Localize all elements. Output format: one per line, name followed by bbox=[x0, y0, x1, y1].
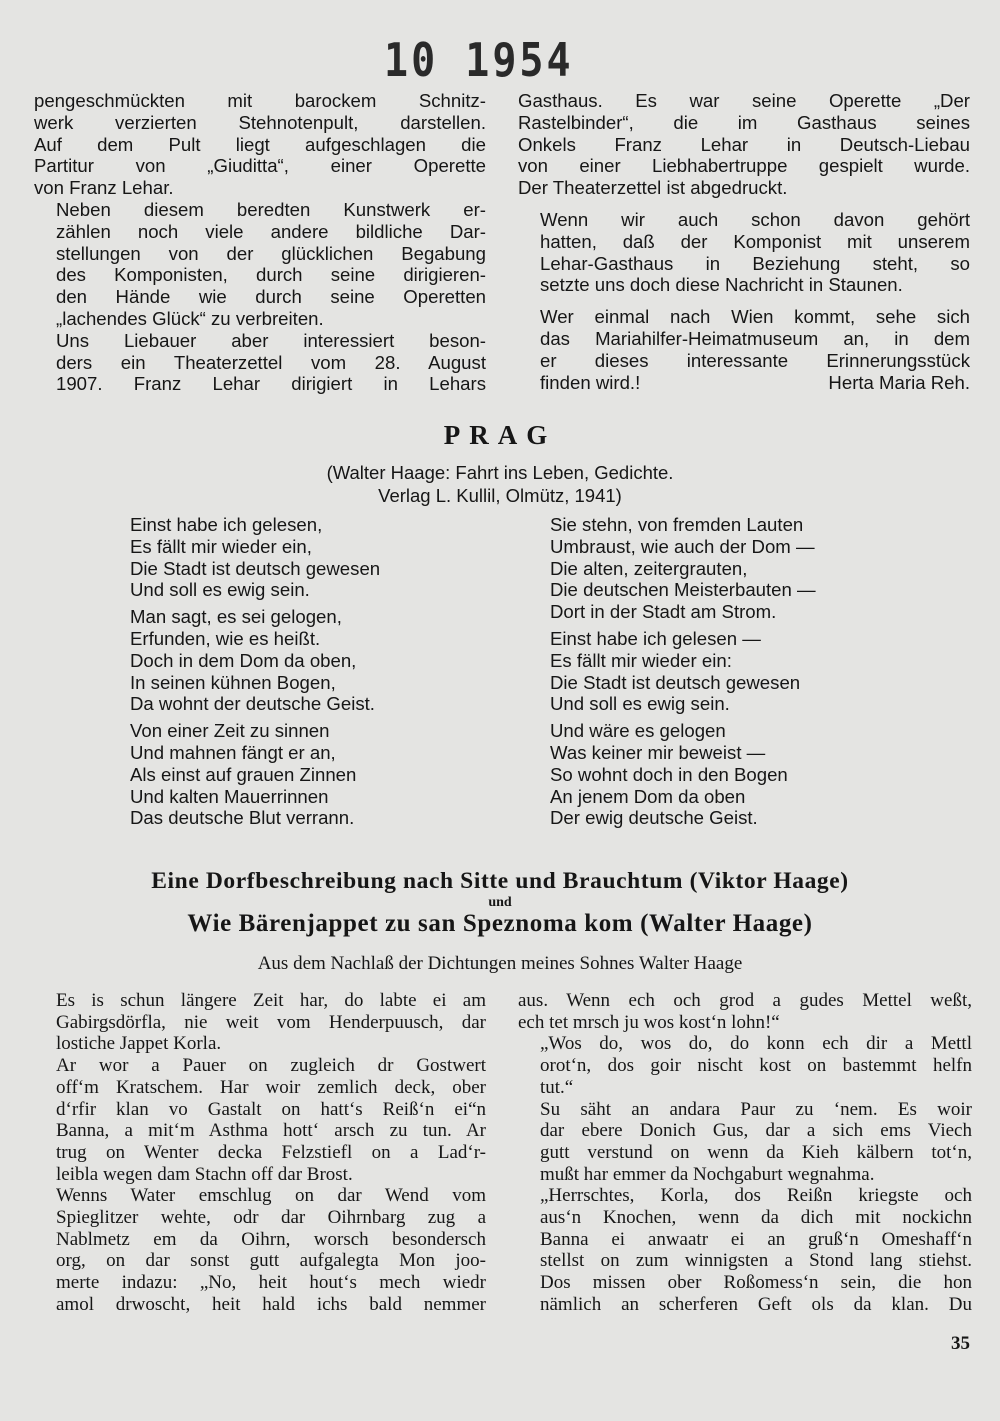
text-line: Gasthaus. Es war seine Operette „Der bbox=[518, 90, 970, 111]
article2-left-column bbox=[34, 990, 486, 1316]
text-line-last: finden wird.! Herta Maria Reh. bbox=[540, 371, 970, 393]
paragraph bbox=[34, 90, 486, 199]
poem-line: Erfunden, wie es heißt. bbox=[130, 627, 321, 649]
text-line-last: tut.“ bbox=[540, 1076, 574, 1098]
paragraph bbox=[518, 90, 970, 199]
text-line: Wer einmal nach Wien kommt, sehe sich bbox=[540, 306, 970, 328]
poem-left-column bbox=[130, 514, 510, 834]
poem-line: Einst habe ich gelesen — bbox=[550, 627, 761, 649]
page-number: 35 bbox=[951, 1333, 970, 1354]
text-line: Uns Liebauer aber interessiert beson- bbox=[56, 329, 486, 351]
poem-line: Die Stadt ist deutsch gewesen bbox=[550, 671, 801, 693]
text-line: dar ebere Donich Gus, dar a sich ems Viech bbox=[540, 1120, 972, 1142]
article2-heading-2: Wie Bärenjappet zu san Speznoma kom (Walter Haage) bbox=[187, 910, 813, 937]
poem-line: Von einer Zeit zu sinnen bbox=[130, 720, 330, 742]
paragraph bbox=[518, 1033, 972, 1098]
text-line: Wenn wir auch schon davon gehört bbox=[540, 208, 970, 230]
paragraph bbox=[518, 990, 972, 1033]
poem-stanza bbox=[130, 514, 510, 601]
text-line: Auf dem Pult liegt aufgeschlagen die bbox=[34, 133, 486, 155]
poem-line: In seinen kühnen Bogen, bbox=[130, 671, 336, 693]
text-line: Partitur von „Giuditta“, einer Operette bbox=[34, 155, 486, 177]
text-line: des Komponisten, durch seine dirigieren- bbox=[56, 264, 486, 286]
poem-line: Was keiner mir beweist — bbox=[550, 741, 766, 763]
poem-line: Die Stadt ist deutsch gewesen bbox=[130, 557, 381, 579]
text-line: „Wos do, wos do, do konn ech dir a Mettl bbox=[540, 1033, 972, 1055]
poem-source-line-1: (Walter Haage: Fahrt ins Leben, Gedichte. bbox=[326, 462, 674, 483]
text-line: Rastelbinder“, die im Gasthaus seines bbox=[518, 111, 970, 133]
poem-title: PRAG bbox=[443, 420, 557, 450]
paragraph bbox=[518, 1099, 972, 1186]
text-line: stellungen von der glücklichen Begabung bbox=[56, 242, 486, 264]
text-line: „Herrschtes, Korla, dos Reißn kriegste och bbox=[540, 1185, 972, 1207]
poem-source-line-2: Verlag L. Kullil, Olmütz, 1941) bbox=[378, 485, 622, 506]
text-line-last: Der Theaterzettel ist abgedruckt. bbox=[518, 177, 788, 199]
text-line: gutt verstund on wenn da Kieh kälbern tot‘n, bbox=[540, 1141, 972, 1163]
paragraph bbox=[518, 209, 970, 296]
text-line: Nablmetz em da Oihrn, worsch besondersch bbox=[56, 1228, 486, 1250]
article2-heading-1: Eine Dorfbeschreibung nach Sitte und Brauchtum (Viktor Haage) bbox=[151, 868, 849, 894]
text-line: pengeschmückten mit barockem Schnitz- bbox=[34, 90, 486, 111]
text-line-last: mußt har emmer da Nochgaburt wegnahma. bbox=[540, 1163, 875, 1185]
poem-stanza bbox=[130, 720, 510, 829]
text-line: nämlich an scherferen Geft ols da klan. Du bbox=[540, 1293, 972, 1315]
poem-line: Und kalten Mauerrinnen bbox=[130, 785, 329, 807]
text-line-last: setzte uns doch diese Nachricht in Staunen. bbox=[540, 274, 903, 296]
article1-left-column bbox=[34, 90, 486, 395]
text-line: orot‘n, dos goir nischt kost on bastemmt helfn bbox=[540, 1055, 972, 1077]
poem-line: Das deutsche Blut verrann. bbox=[130, 807, 355, 829]
text-line: von einer Liebhabertruppe gespielt wurde. bbox=[518, 155, 970, 177]
poem-right-column bbox=[550, 514, 970, 834]
text-line: 1907. Franz Lehar dirigiert in Lehars bbox=[56, 373, 486, 395]
text-line: Su säht an andara Paur zu ‘nem. Es woir bbox=[540, 1098, 972, 1120]
poem-line: Und soll es ewig sein. bbox=[550, 693, 730, 715]
poem-line: Der ewig deutsche Geist. bbox=[550, 807, 758, 829]
poem-stanza bbox=[550, 514, 970, 623]
paragraph bbox=[34, 990, 486, 1055]
date-stamp: 10 1954 bbox=[384, 34, 574, 88]
text-line: aus. Wenn ech och grod a gudes Mettel weßt, bbox=[518, 990, 972, 1011]
paragraph bbox=[34, 1185, 486, 1315]
text-line: off‘m Kratschem. Har woir zemlich deck, ober bbox=[56, 1076, 486, 1098]
text-line: den Hände wie durch seine Operetten bbox=[56, 286, 486, 308]
poem-line: Und wäre es gelogen bbox=[550, 720, 726, 742]
poem-line: Und mahnen fängt er an, bbox=[130, 741, 336, 763]
author-signature: Herta Maria Reh. bbox=[828, 371, 970, 393]
text-line: das Mariahilfer-Heimatmuseum an, in dem bbox=[540, 327, 970, 349]
poem-line: Die deutschen Meisterbauten — bbox=[550, 579, 816, 601]
text-line: Banna ei anwaatr ei an gruß‘n Omeshaff‘n bbox=[540, 1228, 972, 1250]
poem-stanza bbox=[550, 720, 970, 829]
poem-line: Da wohnt der deutsche Geist. bbox=[130, 693, 375, 715]
text-line: stellst on zum winnigsten a Stond lang stiehst. bbox=[540, 1250, 972, 1272]
paragraph bbox=[34, 199, 486, 330]
text-line: trug on Wenter decka Felzstiefl on a Lad‘r- bbox=[56, 1141, 486, 1163]
paragraph bbox=[518, 1185, 972, 1315]
text-line: Onkels Franz Lehar in Deutsch-Liebau bbox=[518, 133, 970, 155]
text-line: ders ein Theaterzettel vom 28. August bbox=[56, 351, 486, 373]
text-line: Banna, a mit‘m Asthma hott‘ arsch zu tun. Ar bbox=[56, 1120, 486, 1142]
text-line: org, on dar sonst gutt aufgalegta Mon joo- bbox=[56, 1250, 486, 1272]
article2-intro: Aus dem Nachlaß der Dichtungen meines Sohnes Walter Haage bbox=[257, 953, 743, 974]
text-line: d‘rfir klan vo Gastalt on hatt‘s Reiß‘n ei“n bbox=[56, 1098, 486, 1120]
poem-stanza bbox=[550, 628, 970, 715]
text-line: er dieses interessante Erinnerungsstück bbox=[540, 349, 970, 371]
text-line: Dos missen ober Roßomess‘n sein, die hon bbox=[540, 1272, 972, 1294]
text-line-last: ech tet mrsch ju wos kost‘n lohn!“ bbox=[518, 1011, 780, 1033]
article1-right-column bbox=[518, 90, 970, 393]
text-line-last: von Franz Lehar. bbox=[34, 177, 174, 199]
poem-line: Als einst auf grauen Zinnen bbox=[130, 763, 357, 785]
text-line: Ar wor a Pauer on zugleich dr Gostwert bbox=[56, 1055, 486, 1077]
poem-line: So wohnt doch in den Bogen bbox=[550, 763, 788, 785]
paragraph bbox=[518, 306, 970, 393]
text-line-last: „lachendes Glück“ zu verbreiten. bbox=[56, 307, 324, 329]
article2-heading-und: und bbox=[488, 895, 512, 910]
text-line: aus‘n Knochen, wenn da dich mit nockichn bbox=[540, 1207, 972, 1229]
text-line: amol drwoscht, heit hald ichs bald nemmer bbox=[56, 1293, 486, 1315]
text-line: Es is schun längere Zeit har, do labte ei am bbox=[56, 990, 486, 1011]
poem-line: Es fällt mir wieder ein, bbox=[130, 535, 312, 557]
text-line-last: lostiche Jappet Korla. bbox=[56, 1033, 222, 1055]
text-line: Neben diesem beredten Kunstwerk er- bbox=[56, 198, 486, 220]
poem-line: Und soll es ewig sein. bbox=[130, 579, 310, 601]
text-line: Gabirgsdörfla, nie weit vom Henderpuusch, dar bbox=[56, 1011, 486, 1033]
poem-stanza bbox=[130, 606, 510, 715]
text-line: hatten, daß der Komponist mit unserem bbox=[540, 230, 970, 252]
text-line: Lehar-Gasthaus in Beziehung steht, so bbox=[540, 252, 970, 274]
poem-line: Man sagt, es sei gelogen, bbox=[130, 606, 342, 628]
article2-right-column bbox=[518, 990, 972, 1316]
text-line: Wenns Water emschlug on dar Wend vom bbox=[56, 1185, 486, 1207]
poem-line: Es fällt mir wieder ein: bbox=[550, 649, 732, 671]
poem-line: Sie stehn, von fremden Lauten bbox=[550, 514, 804, 535]
poem-line: Umbraust, wie auch der Dom — bbox=[550, 535, 815, 557]
poem-line: Dort in der Stadt am Strom. bbox=[550, 601, 777, 623]
poem-line: Einst habe ich gelesen, bbox=[130, 514, 323, 535]
text-line: merte indazu: „No, heit hout‘s mech wiedr bbox=[56, 1272, 486, 1294]
text-line: Spieglitzer wehte, odr dar Oihrnbarg zug a bbox=[56, 1207, 486, 1229]
text-line-last: leibla wegen dam Stachn off dar Brost. bbox=[56, 1163, 353, 1185]
paragraph bbox=[34, 1055, 486, 1185]
poem-line: Die alten, zeitergrauten, bbox=[550, 557, 748, 579]
poem-line: An jenem Dom da oben bbox=[550, 785, 746, 807]
text-line: werk verzierten Stehnotenpult, darstellen. bbox=[34, 111, 486, 133]
poem-line: Doch in dem Dom da oben, bbox=[130, 649, 357, 671]
paragraph bbox=[34, 330, 486, 395]
text-line: zählen noch viele andere bildliche Dar- bbox=[56, 220, 486, 242]
